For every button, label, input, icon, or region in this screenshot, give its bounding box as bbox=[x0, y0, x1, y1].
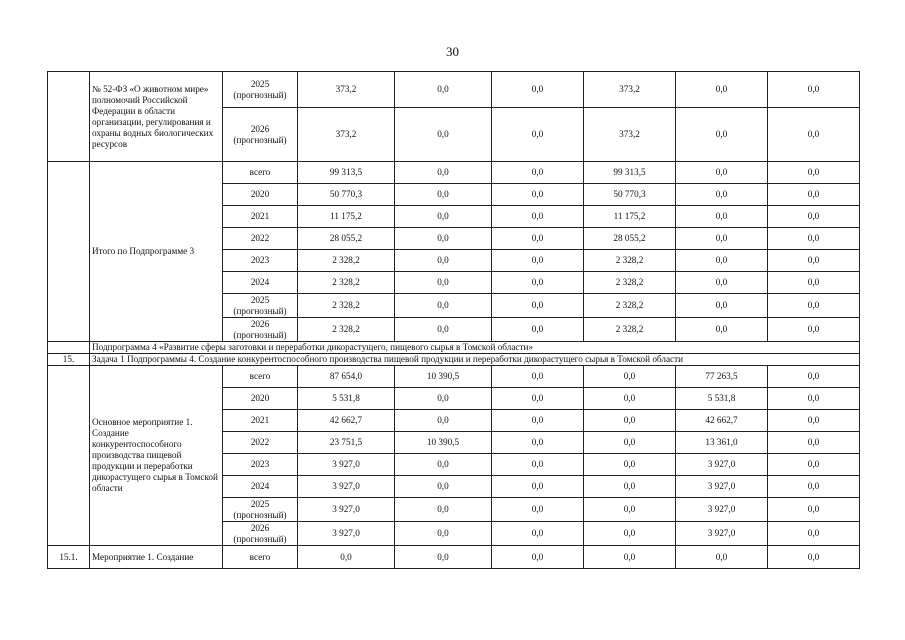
value-cell: 0,0 bbox=[395, 476, 492, 498]
value-cell: 3 927,0 bbox=[676, 454, 768, 476]
value-cell: 77 263,5 bbox=[676, 366, 768, 388]
value-cell: 0,0 bbox=[676, 250, 768, 272]
value-cell: 0,0 bbox=[492, 522, 584, 546]
value-cell: 0,0 bbox=[492, 498, 584, 522]
value-cell: 0,0 bbox=[395, 108, 492, 162]
value-cell: 2 328,2 bbox=[584, 294, 676, 318]
value-cell: 0,0 bbox=[768, 228, 860, 250]
value-cell: 50 770,3 bbox=[298, 184, 395, 206]
year-cell: 2020 bbox=[223, 184, 298, 206]
value-cell: 0,0 bbox=[395, 162, 492, 184]
year-cell: 2025 (прогнозный) bbox=[223, 498, 298, 522]
value-cell: 3 927,0 bbox=[676, 476, 768, 498]
value-cell: 0,0 bbox=[395, 72, 492, 108]
task-title: Задача 1 Подпрограммы 4. Создание конкурентоспособного производства пищевой продукции и переработки дикорастущего сырья в Томской области bbox=[90, 354, 860, 366]
value-cell: 0,0 bbox=[584, 522, 676, 546]
table-row bbox=[48, 366, 860, 388]
value-cell: 3 927,0 bbox=[298, 454, 395, 476]
value-cell: 0,0 bbox=[395, 228, 492, 250]
row-description-cell: Итого по Подпрограмме 3 bbox=[90, 162, 223, 342]
value-cell: 11 175,2 bbox=[584, 206, 676, 228]
year-cell: всего bbox=[223, 162, 298, 184]
value-cell: 2 328,2 bbox=[298, 250, 395, 272]
value-cell: 0,0 bbox=[676, 184, 768, 206]
value-cell: 0,0 bbox=[395, 250, 492, 272]
row-index-cell bbox=[48, 162, 90, 342]
value-cell: 0,0 bbox=[676, 108, 768, 162]
value-cell: 373,2 bbox=[584, 108, 676, 162]
value-cell: 0,0 bbox=[676, 318, 768, 342]
value-cell: 0,0 bbox=[395, 318, 492, 342]
year-cell: 2026 (прогнозный) bbox=[223, 522, 298, 546]
year-cell: 2026 (прогнозный) bbox=[223, 108, 298, 162]
value-cell: 42 662,7 bbox=[676, 410, 768, 432]
table-row bbox=[48, 72, 860, 108]
value-cell: 0,0 bbox=[768, 318, 860, 342]
value-cell: 3 927,0 bbox=[298, 476, 395, 498]
value-cell: 0,0 bbox=[768, 206, 860, 228]
row-index-cell bbox=[48, 366, 90, 546]
value-cell: 5 531,8 bbox=[676, 388, 768, 410]
subprogram-row bbox=[48, 342, 860, 354]
year-cell: 2021 bbox=[223, 410, 298, 432]
value-cell: 0,0 bbox=[768, 72, 860, 108]
task-row bbox=[48, 354, 860, 366]
value-cell: 0,0 bbox=[492, 206, 584, 228]
value-cell: 0,0 bbox=[395, 272, 492, 294]
value-cell: 0,0 bbox=[676, 72, 768, 108]
value-cell: 2 328,2 bbox=[298, 272, 395, 294]
value-cell: 0,0 bbox=[584, 498, 676, 522]
value-cell: 0,0 bbox=[584, 476, 676, 498]
value-cell: 23 751,5 bbox=[298, 432, 395, 454]
value-cell: 0,0 bbox=[768, 454, 860, 476]
value-cell: 0,0 bbox=[395, 410, 492, 432]
year-cell: 2025 (прогнозный) bbox=[223, 72, 298, 108]
value-cell: 0,0 bbox=[492, 366, 584, 388]
value-cell: 0,0 bbox=[492, 454, 584, 476]
value-cell: 0,0 bbox=[395, 206, 492, 228]
value-cell: 0,0 bbox=[492, 162, 584, 184]
budget-table bbox=[47, 71, 860, 569]
value-cell: 0,0 bbox=[298, 546, 395, 569]
value-cell: 0,0 bbox=[492, 410, 584, 432]
year-cell: всего bbox=[223, 546, 298, 569]
value-cell: 0,0 bbox=[395, 184, 492, 206]
value-cell: 0,0 bbox=[395, 388, 492, 410]
value-cell: 2 328,2 bbox=[298, 294, 395, 318]
table-body bbox=[48, 72, 860, 569]
value-cell: 2 328,2 bbox=[298, 318, 395, 342]
value-cell: 0,0 bbox=[395, 546, 492, 569]
value-cell: 0,0 bbox=[768, 546, 860, 569]
value-cell: 28 055,2 bbox=[298, 228, 395, 250]
value-cell: 3 927,0 bbox=[676, 498, 768, 522]
value-cell: 0,0 bbox=[395, 454, 492, 476]
value-cell: 373,2 bbox=[298, 108, 395, 162]
year-cell: 2024 bbox=[223, 476, 298, 498]
value-cell: 2 328,2 bbox=[584, 250, 676, 272]
value-cell: 0,0 bbox=[584, 388, 676, 410]
row-description-cell: Мероприятие 1. Создание bbox=[90, 546, 223, 569]
value-cell: 0,0 bbox=[584, 366, 676, 388]
value-cell: 0,0 bbox=[676, 206, 768, 228]
value-cell: 0,0 bbox=[492, 388, 584, 410]
table-row bbox=[48, 546, 860, 569]
value-cell: 0,0 bbox=[768, 388, 860, 410]
value-cell: 0,0 bbox=[492, 250, 584, 272]
value-cell: 0,0 bbox=[768, 272, 860, 294]
value-cell: 0,0 bbox=[676, 162, 768, 184]
value-cell: 0,0 bbox=[676, 272, 768, 294]
year-cell: 2026 (прогнозный) bbox=[223, 318, 298, 342]
value-cell: 0,0 bbox=[768, 432, 860, 454]
row-index-cell bbox=[48, 72, 90, 162]
value-cell: 0,0 bbox=[768, 366, 860, 388]
value-cell: 0,0 bbox=[768, 108, 860, 162]
value-cell: 0,0 bbox=[492, 476, 584, 498]
value-cell: 3 927,0 bbox=[676, 522, 768, 546]
value-cell: 0,0 bbox=[676, 228, 768, 250]
value-cell: 0,0 bbox=[768, 522, 860, 546]
year-cell: всего bbox=[223, 366, 298, 388]
subprogram-title: Подпрограмма 4 «Развитие сферы заготовки и переработки дикорастущего, пищевого сырья в Томской области» bbox=[90, 342, 860, 354]
value-cell: 5 531,8 bbox=[298, 388, 395, 410]
year-cell: 2021 bbox=[223, 206, 298, 228]
value-cell: 0,0 bbox=[768, 294, 860, 318]
value-cell: 373,2 bbox=[298, 72, 395, 108]
value-cell: 0,0 bbox=[584, 546, 676, 569]
year-cell: 2023 bbox=[223, 250, 298, 272]
value-cell: 0,0 bbox=[492, 318, 584, 342]
value-cell: 0,0 bbox=[676, 294, 768, 318]
year-cell: 2025 (прогнозный) bbox=[223, 294, 298, 318]
value-cell: 50 770,3 bbox=[584, 184, 676, 206]
value-cell: 0,0 bbox=[768, 498, 860, 522]
value-cell: 0,0 bbox=[676, 546, 768, 569]
year-cell: 2022 bbox=[223, 432, 298, 454]
value-cell: 0,0 bbox=[492, 108, 584, 162]
value-cell: 42 662,7 bbox=[298, 410, 395, 432]
value-cell: 10 390,5 bbox=[395, 432, 492, 454]
value-cell: 11 175,2 bbox=[298, 206, 395, 228]
value-cell: 2 328,2 bbox=[584, 318, 676, 342]
year-cell: 2020 bbox=[223, 388, 298, 410]
value-cell: 0,0 bbox=[492, 72, 584, 108]
year-cell: 2023 bbox=[223, 454, 298, 476]
value-cell: 0,0 bbox=[492, 228, 584, 250]
value-cell: 0,0 bbox=[768, 250, 860, 272]
value-cell: 0,0 bbox=[492, 546, 584, 569]
row-description-cell: № 52-ФЗ «О животном мире» полномочий Российской Федерации в области организации, регулирования и охраны водных биологических ресурсов bbox=[90, 72, 223, 162]
row-description-cell: Основное мероприятие 1. Создание конкурентоспособного производства пищевой продукции и переработки дикорастущего сырья в Томской области bbox=[90, 366, 223, 546]
value-cell: 0,0 bbox=[768, 410, 860, 432]
value-cell: 0,0 bbox=[492, 272, 584, 294]
value-cell: 2 328,2 bbox=[584, 272, 676, 294]
value-cell: 0,0 bbox=[768, 184, 860, 206]
value-cell: 0,0 bbox=[395, 294, 492, 318]
value-cell: 10 390,5 bbox=[395, 366, 492, 388]
value-cell: 373,2 bbox=[584, 72, 676, 108]
page-number: 30 bbox=[446, 44, 459, 59]
value-cell: 0,0 bbox=[492, 432, 584, 454]
value-cell: 99 313,5 bbox=[584, 162, 676, 184]
value-cell: 13 361,0 bbox=[676, 432, 768, 454]
row-index-cell bbox=[48, 342, 90, 354]
value-cell: 3 927,0 bbox=[298, 498, 395, 522]
task-index: 15. bbox=[48, 354, 90, 366]
value-cell: 0,0 bbox=[395, 522, 492, 546]
value-cell: 3 927,0 bbox=[298, 522, 395, 546]
value-cell: 87 654,0 bbox=[298, 366, 395, 388]
value-cell: 0,0 bbox=[492, 184, 584, 206]
value-cell: 28 055,2 bbox=[584, 228, 676, 250]
year-cell: 2022 bbox=[223, 228, 298, 250]
value-cell: 0,0 bbox=[584, 410, 676, 432]
value-cell: 99 313,5 bbox=[298, 162, 395, 184]
value-cell: 0,0 bbox=[584, 454, 676, 476]
value-cell: 0,0 bbox=[584, 432, 676, 454]
row-index-cell: 15.1. bbox=[48, 546, 90, 569]
value-cell: 0,0 bbox=[768, 162, 860, 184]
value-cell: 0,0 bbox=[395, 498, 492, 522]
table-row bbox=[48, 162, 860, 184]
value-cell: 0,0 bbox=[492, 294, 584, 318]
year-cell: 2024 bbox=[223, 272, 298, 294]
value-cell: 0,0 bbox=[768, 476, 860, 498]
